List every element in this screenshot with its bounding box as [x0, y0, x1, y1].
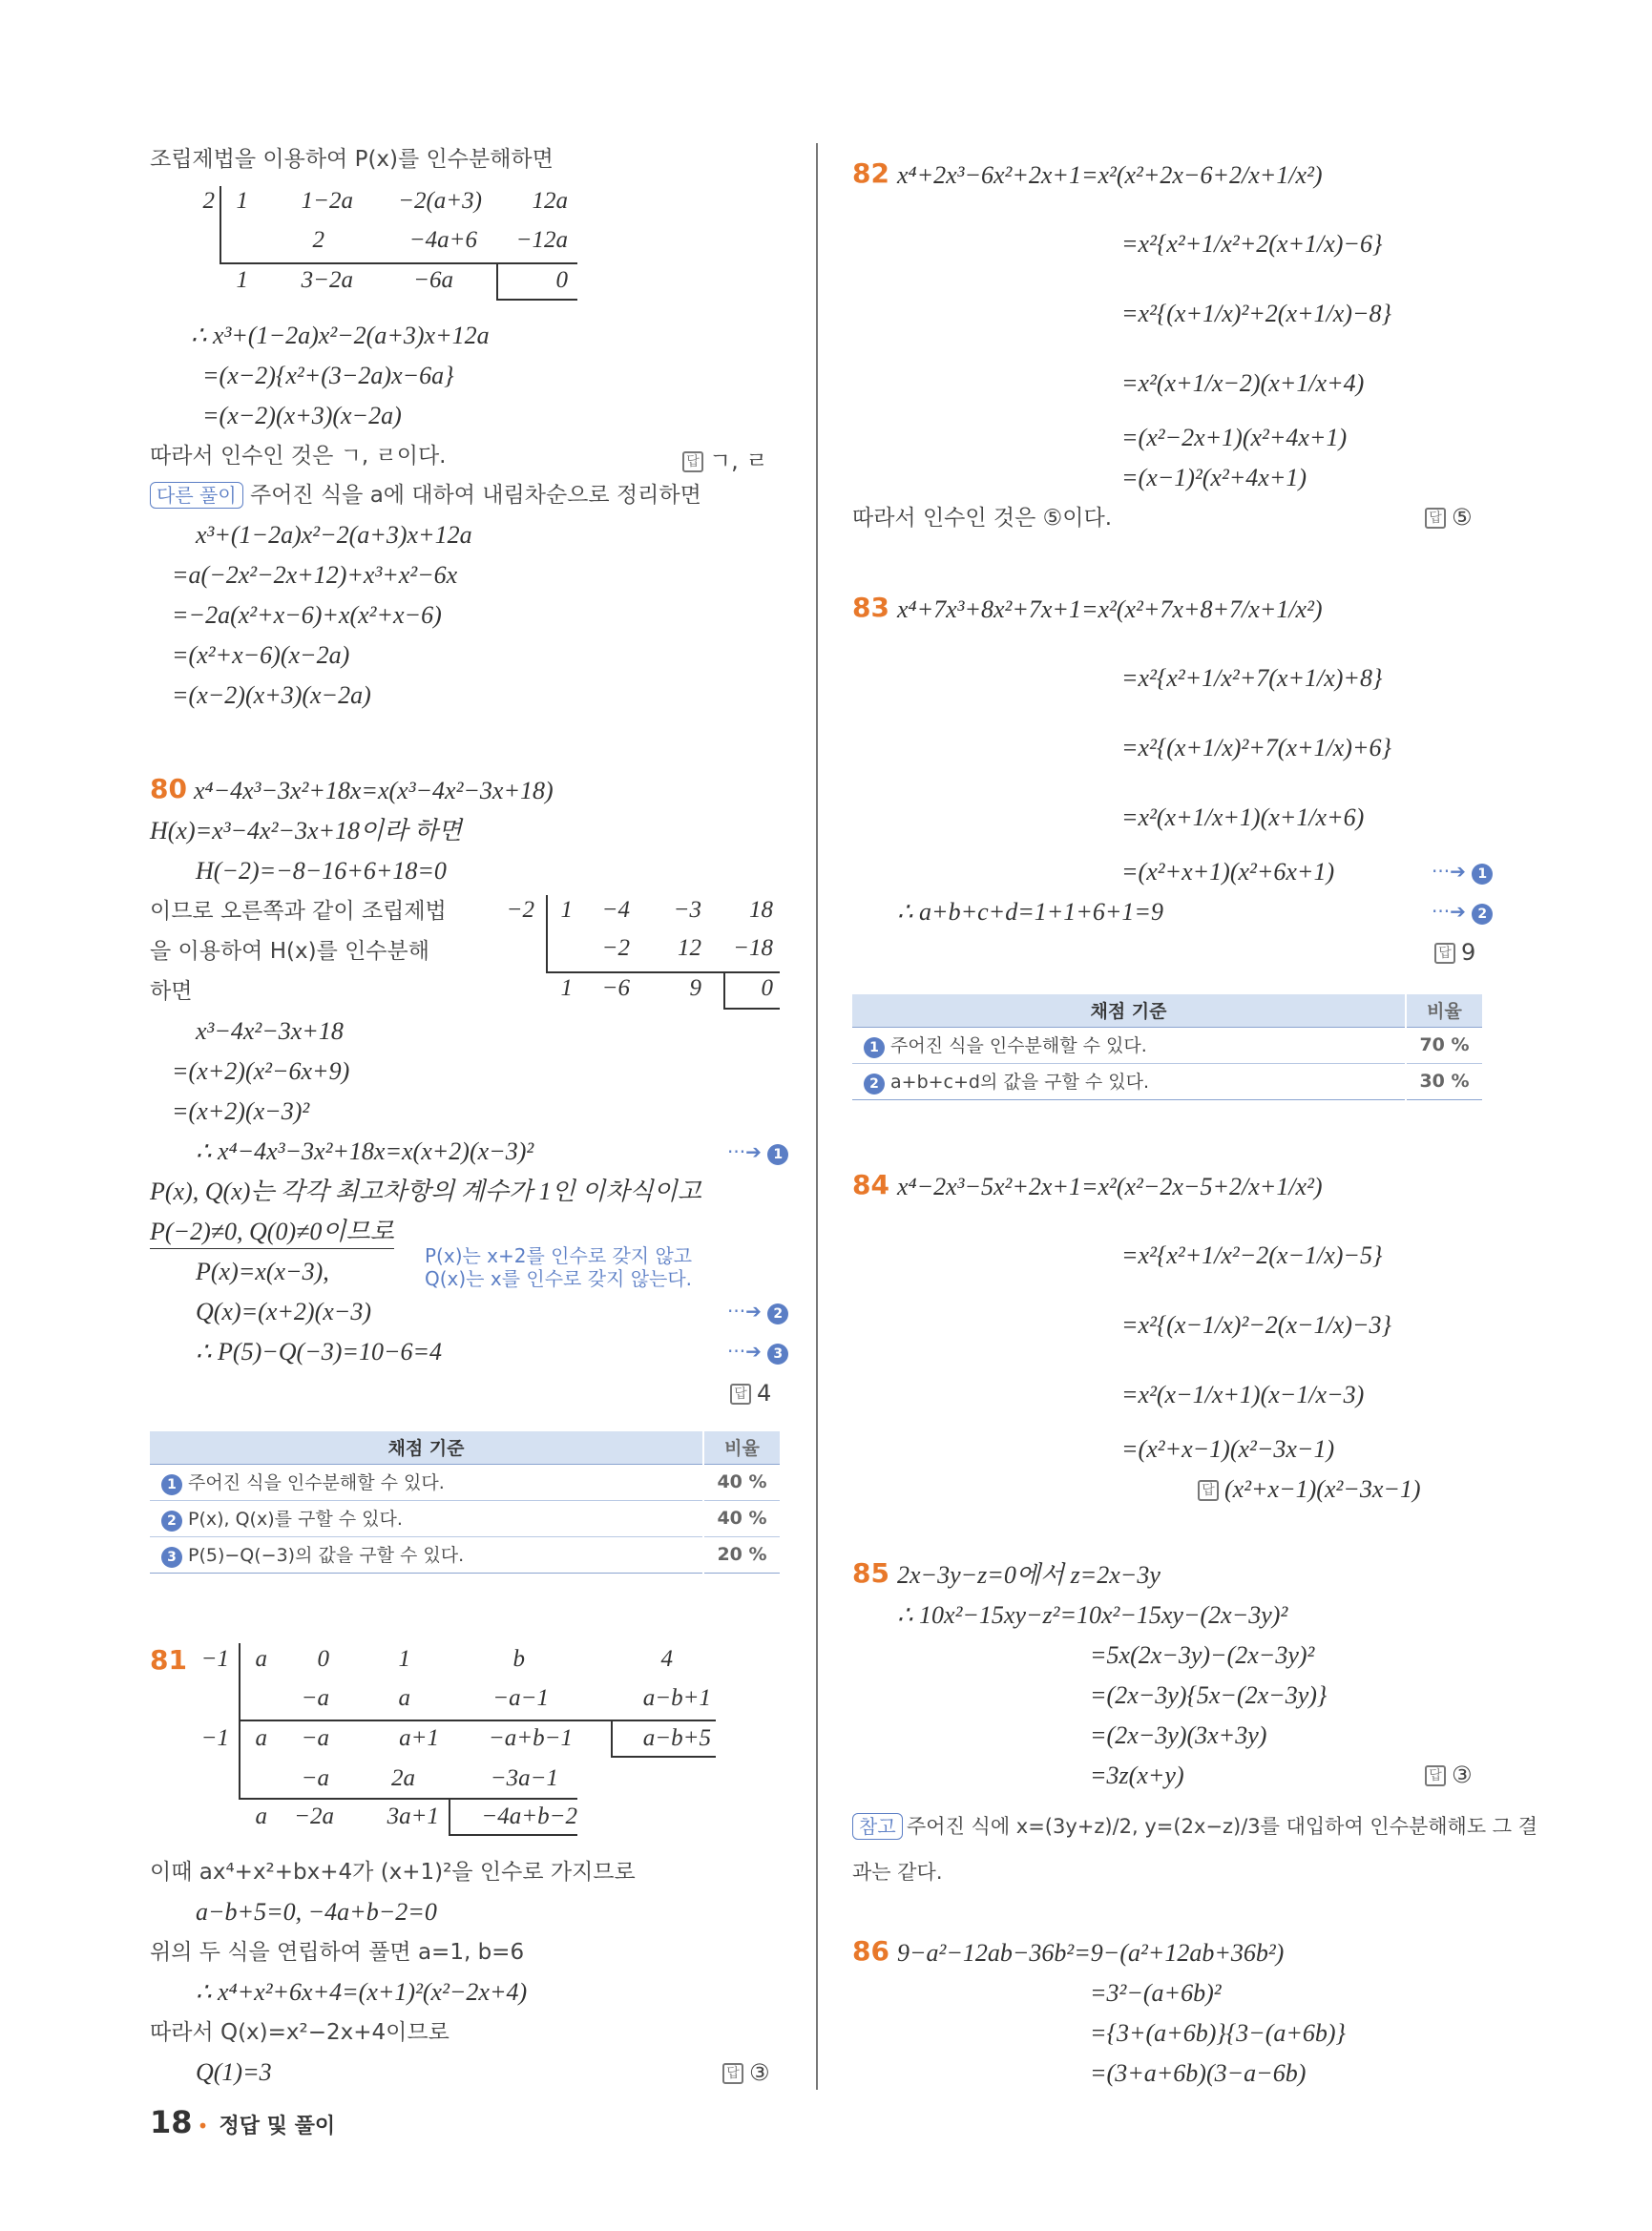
- eq-line: ∴ 10x²−15xy−z²=10x²−15xy−(2x−3y)²: [897, 1601, 1288, 1629]
- eq-line: P(x), Q(x)는 각각 최고차항의 계수가 1인 이차식이고: [150, 1178, 701, 1205]
- step-marker-3: ···➔ 3: [727, 1340, 788, 1365]
- eq-line: =x²{(x+1/x)²+2(x+1/x)−8}: [1121, 300, 1391, 327]
- problem-number-80: 80: [150, 773, 187, 804]
- row-number: 1: [161, 1474, 182, 1495]
- step-marker-1: ···➔ 1: [727, 1140, 788, 1165]
- syn-cell: 4: [660, 1646, 673, 1672]
- step-number: 2: [1472, 904, 1493, 925]
- answer-84: [1198, 1475, 1421, 1504]
- eq-line: 2x−3y−z=0에서 z=2x−3y: [897, 1561, 1161, 1589]
- text-line: 을 이용하여 H(x)를 인수분해: [150, 939, 429, 964]
- answer-value: ⑤: [1452, 504, 1473, 531]
- row-number: 1: [864, 1037, 885, 1058]
- syn-divisor: −2: [506, 897, 534, 923]
- answer-value: ㄱ, ㄹ: [709, 448, 768, 474]
- syn-cell: −3: [673, 897, 701, 923]
- answer-mark-icon: 답: [1425, 508, 1446, 529]
- eq-line: 9−a²−12ab−36b²=9−(a²+12ab+36b²): [897, 1939, 1285, 1967]
- eq-line: =x²{x²+1/x²−2(x−1/x)−5}: [1121, 1241, 1383, 1269]
- eq-line: =(x+2)(x−3)²: [172, 1097, 310, 1125]
- alt-text: 주어진 식을 a에 대하여 내림차순으로 정리하면: [250, 483, 701, 508]
- eq-line: =a(−2x²−2x+12)+x³+x²−6x: [172, 561, 458, 589]
- row-number: 3: [161, 1547, 182, 1568]
- step-number: 3: [767, 1344, 788, 1365]
- eq-line: ∴ x³+(1−2a)x²−2(a+3)x+12a: [191, 322, 490, 349]
- eq-line: ∴ P(5)−Q(−3)=10−6=4: [196, 1338, 443, 1366]
- syn-cell: a: [255, 1804, 267, 1829]
- answer-value: 9: [1461, 939, 1476, 966]
- syn-cell: 3−2a: [301, 267, 353, 293]
- syn-divisor: −1: [200, 1725, 229, 1751]
- eq-line: a−b+5=0, −4a+b−2=0: [196, 1898, 437, 1926]
- text-line: 따라서 인수인 것은 ⑤이다.: [852, 506, 1113, 531]
- eq-line: =(x−2){x²+(3−2a)x−6a}: [202, 362, 454, 389]
- eq-line: =(x²+x−6)(x−2a): [172, 641, 350, 669]
- table-row: [150, 1464, 780, 1500]
- eq-line: H(x)=x³−4x²−3x+18이라 하면: [150, 817, 462, 844]
- row-ratio: 30 %: [1406, 1063, 1482, 1099]
- eq-line: =(x²−2x+1)(x²+4x+1): [1121, 424, 1348, 451]
- eq-line: H(−2)=−8−16+6+18=0: [196, 857, 447, 885]
- reference-text: 주어진 식에 x=(3y+z)/2, y=(2x−z)/3를 대입하여 인수분해해도 그 결: [907, 1815, 1538, 1838]
- eq-line: ={3+(a+6b)}{3−(a+6b)}: [1090, 2019, 1346, 2047]
- grading-table-80: [150, 1431, 780, 1574]
- reference-text: 과는 같다.: [852, 1861, 943, 1884]
- table-header: 채점 기준: [150, 1431, 703, 1464]
- eq-line: =(x−2)(x+3)(x−2a): [202, 402, 402, 429]
- answer-mark-icon: 답: [1434, 943, 1455, 964]
- step-number: 1: [767, 1144, 788, 1165]
- syn-cell: a+1: [399, 1725, 439, 1751]
- eq-line: =x²{(x+1/x)²+7(x+1/x)+6}: [1121, 734, 1391, 761]
- eq-line: P(x)=x(x−3),: [196, 1258, 329, 1285]
- eq-line: =(2x−3y)(3x+3y): [1090, 1721, 1267, 1749]
- eq-line: =x²(x+1/x+1)(x+1/x+6): [1121, 803, 1365, 831]
- eq-line: =x²{x²+1/x²+7(x+1/x)+8}: [1121, 664, 1383, 692]
- answer-81: [722, 2059, 770, 2086]
- eq-line: =x²(x−1/x+1)(x−1/x−3): [1121, 1381, 1365, 1408]
- syn-cell: −2(a+3): [398, 188, 482, 214]
- answer-value: (x²+x−1)(x²−3x−1): [1224, 1475, 1421, 1503]
- syn-cell: −a−1: [492, 1685, 549, 1711]
- footer-label: 정답 및 풀이: [219, 2115, 336, 2138]
- syn-cell: 1: [560, 975, 573, 1001]
- syn-cell: −4a+6: [408, 227, 477, 253]
- syn-cell: 1: [236, 267, 248, 293]
- eq-line: =x²{x²+1/x²+2(x+1/x)−6}: [1121, 230, 1383, 258]
- answer-mark-icon: 답: [1425, 1765, 1446, 1786]
- page-footer: 18 • 정답 및 풀이: [150, 2104, 336, 2140]
- table-header: 비율: [703, 1431, 780, 1464]
- note-line: P(x)는 x+2를 인수로 갖지 않고: [425, 1244, 693, 1267]
- eq-line: ∴ x⁴+x²+6x+4=(x+1)²(x²−2x+4): [196, 1978, 528, 2006]
- answer-mark-icon: 답: [722, 2063, 743, 2084]
- eq-line: =(x²+x+1)(x²+6x+1): [1121, 858, 1335, 886]
- syn-cell: −18: [733, 935, 773, 961]
- table-row: [150, 1500, 780, 1536]
- problem-number-81: 81: [150, 1644, 187, 1676]
- eq-line: =(x−2)(x+3)(x−2a): [172, 681, 371, 709]
- intro-text: 조립제법을 이용하여 P(x)를 인수분해하면: [150, 147, 554, 172]
- syn-cell: b: [512, 1646, 525, 1672]
- eq-line: Q(1)=3: [196, 2058, 272, 2086]
- syn-cell: −a+b−1: [488, 1725, 573, 1751]
- syn-divisor: −1: [200, 1646, 229, 1672]
- row-text: P(5)−Q(−3)의 값을 구할 수 있다.: [188, 1545, 465, 1566]
- table-row: [852, 1063, 1482, 1099]
- syn-cell: 1: [560, 897, 573, 923]
- step-marker-1: ···➔ 1: [1432, 860, 1493, 885]
- reference-tag: 참고: [852, 1813, 903, 1840]
- eq-line: =3z(x+y): [1090, 1762, 1184, 1789]
- answer-value: ③: [749, 2059, 770, 2086]
- answer-mark-icon: 답: [1198, 1480, 1219, 1501]
- eq-line: x⁴+2x³−6x²+2x+1=x²(x²+2x−6+2/x+1/x²): [897, 161, 1323, 189]
- step-number: 1: [1472, 864, 1493, 885]
- syn-cell: −3a−1: [490, 1765, 558, 1791]
- row-text: 주어진 식을 인수분해할 수 있다.: [188, 1472, 445, 1493]
- answer-value: ③: [1452, 1762, 1473, 1788]
- grading-table-83: [852, 994, 1482, 1100]
- table-header: 채점 기준: [852, 994, 1406, 1027]
- syn-cell: 0: [555, 267, 568, 293]
- eq-line: =x²{(x−1/x)²−2(x−1/x)−3}: [1121, 1311, 1391, 1339]
- syn-cell: 0: [317, 1646, 329, 1672]
- syn-cell: −a: [301, 1685, 329, 1711]
- syn-cell: 12: [678, 935, 701, 961]
- answer-79: [682, 442, 768, 475]
- syn-cell: a: [398, 1685, 410, 1711]
- syn-cell: −6: [601, 975, 630, 1001]
- syn-cell: a: [255, 1646, 267, 1672]
- row-text: 주어진 식을 인수분해할 수 있다.: [890, 1035, 1147, 1056]
- syn-cell: 2: [312, 227, 324, 253]
- syn-cell: a−b+5: [642, 1725, 711, 1751]
- syn-cell: 1: [236, 188, 248, 214]
- syn-cell: 0: [761, 975, 773, 1001]
- syn-cell: −4: [601, 897, 630, 923]
- eq-line: =(x−1)²(x²+4x+1): [1121, 464, 1307, 491]
- answer-mark-icon: 답: [730, 1384, 751, 1405]
- problem-number-82: 82: [852, 157, 889, 189]
- eq-line: =(x²+x−1)(x²−3x−1): [1121, 1435, 1335, 1463]
- answer-80: [730, 1380, 771, 1407]
- answer-value: 4: [757, 1380, 772, 1407]
- problem-number-84: 84: [852, 1169, 889, 1200]
- text-line: 이므로 오른쪽과 같이 조립제법: [150, 899, 447, 924]
- text-line: 위의 두 식을 연립하여 풀면 a=1, b=6: [150, 1940, 525, 1965]
- eq-line: =(2x−3y){5x−(2x−3y)}: [1090, 1681, 1328, 1709]
- eq-line: x⁴−4x³−3x²+18x=x(x³−4x²−3x+18): [194, 777, 554, 804]
- syn-cell: 9: [689, 975, 701, 1001]
- text-line: 따라서 Q(x)=x²−2x+4이므로: [150, 2020, 450, 2045]
- eq-line: =(3+a+6b)(3−a−6b): [1090, 2059, 1307, 2087]
- answer-82: [1425, 504, 1473, 531]
- row-ratio: 40 %: [703, 1500, 780, 1536]
- answer-83: [1434, 939, 1475, 966]
- problem-number-83: 83: [852, 592, 889, 623]
- text-line: 이때 ax⁴+x²+bx+4가 (x+1)²을 인수로 가지므로: [150, 1860, 636, 1885]
- syn-cell: a: [255, 1725, 267, 1751]
- syn-cell: −a: [301, 1765, 329, 1791]
- syn-cell: −6a: [413, 267, 453, 293]
- syn-cell: −4a+b−2: [481, 1804, 577, 1829]
- page-number: 18: [150, 2104, 193, 2140]
- syn-cell: 18: [749, 897, 773, 923]
- table-row: [852, 1027, 1482, 1063]
- eq-line: =3²−(a+6b)²: [1090, 1979, 1222, 2007]
- syn-cell: 12a: [532, 188, 568, 214]
- table-header: 비율: [1406, 994, 1482, 1027]
- syn-cell: 3a+1: [387, 1804, 439, 1829]
- row-ratio: 20 %: [703, 1536, 780, 1573]
- syn-cell: −2: [601, 935, 630, 961]
- syn-cell: 1: [398, 1646, 410, 1672]
- note-line: Q(x)는 x를 인수로 갖지 않는다.: [425, 1267, 693, 1290]
- problem-number-86: 86: [852, 1935, 889, 1967]
- answer-mark-icon: 답: [682, 451, 703, 472]
- text-line: 하면: [150, 979, 193, 1004]
- row-text: a+b+c+d의 값을 구할 수 있다.: [890, 1072, 1150, 1093]
- eq-line: Q(x)=(x+2)(x−3): [196, 1298, 371, 1325]
- syn-cell: −12a: [515, 227, 568, 253]
- step-marker-2: ···➔ 2: [1432, 900, 1493, 925]
- conclusion-text: 따라서 인수인 것은 ㄱ, ㄹ이다.: [150, 444, 447, 469]
- step-marker-2: ···➔ 2: [727, 1300, 788, 1324]
- syn-cell: a−b+1: [642, 1685, 711, 1711]
- row-ratio: 40 %: [703, 1464, 780, 1500]
- row-number: 2: [864, 1074, 885, 1095]
- eq-line: =5x(2x−3y)−(2x−3y)²: [1090, 1641, 1315, 1669]
- eq-line: P(−2)≠0, Q(0)≠0이므로: [150, 1216, 394, 1249]
- eq-line: x³−4x²−3x+18: [196, 1017, 344, 1045]
- eq-line: =−2a(x²+x−6)+x(x²+x−6): [172, 601, 442, 629]
- row-text: P(x), Q(x)를 구할 수 있다.: [188, 1509, 403, 1530]
- eq-line: x³+(1−2a)x²−2(a+3)x+12a: [196, 521, 472, 549]
- syn-cell: 2a: [391, 1765, 415, 1791]
- eq-line: ∴ x⁴−4x³−3x²+18x=x(x+2)(x−3)²: [196, 1137, 534, 1165]
- syn-divisor: 2: [202, 188, 215, 214]
- eq-line: =x²(x+1/x−2)(x+1/x+4): [1121, 369, 1365, 397]
- table-row: [150, 1536, 780, 1573]
- syn-cell: −a: [301, 1725, 329, 1751]
- step-number: 2: [767, 1303, 788, 1324]
- column-divider: [816, 143, 818, 2090]
- eq-line: x⁴−2x³−5x²+2x+1=x²(x²−2x−5+2/x+1/x²): [897, 1173, 1323, 1200]
- syn-cell: −2a: [294, 1804, 334, 1829]
- eq-line: =(x+2)(x²−6x+9): [172, 1057, 350, 1085]
- problem-number-85: 85: [852, 1557, 889, 1589]
- eq-line: x⁴+7x³+8x²+7x+1=x²(x²+7x+8+7/x+1/x²): [897, 595, 1323, 623]
- answer-85: [1425, 1762, 1473, 1788]
- eq-line: ∴ a+b+c+d=1+1+6+1=9: [897, 898, 1163, 926]
- syn-cell: 1−2a: [301, 188, 353, 214]
- row-ratio: 70 %: [1406, 1027, 1482, 1063]
- row-number: 2: [161, 1511, 182, 1532]
- alt-solution-tag: 다른 풀이: [150, 482, 243, 509]
